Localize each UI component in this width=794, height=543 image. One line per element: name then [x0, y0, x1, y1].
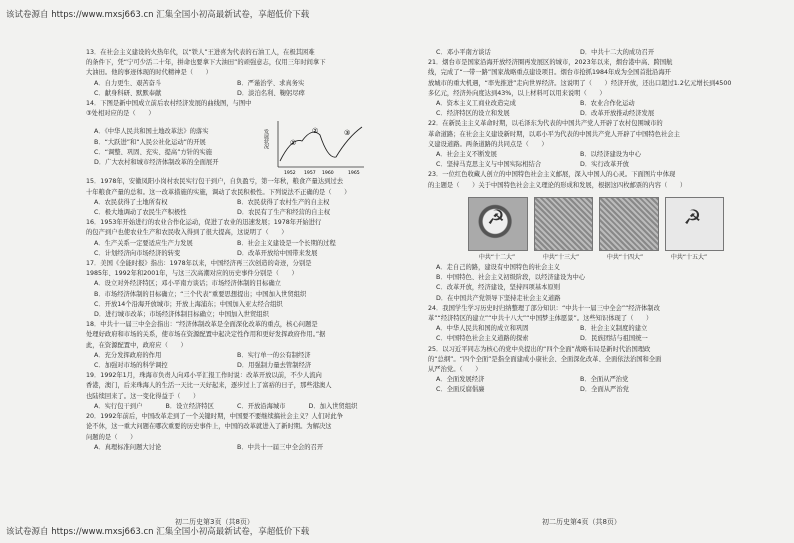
svg-text:②: ②: [312, 127, 319, 136]
question-18: 18．中共十一届三中全会指出：“经济体制改革是全面深化改革的重点，核心问题是 处理好政府和市场的关系，使市场在资源配置中起决定性作用和更好发挥政府作用。”据 此，在资源配置中，政府应（ ） A．充分发挥政府的作用 B．实行单一的公有制经济 C．加强对市场的科学调控 D．用强制力量去管制经济: [86, 321, 326, 370]
question-24: 24．我国学生学习历史时归纳整理了部分知识：“中共十一届三中全会”“经济体制改 革”“经济特区的建立”“中共十八大”“中国梦主体愿景”。这些知识体现了（ ） A．中华人民共和国的成立和巩固 B．社会主义制度的建立 C．中国特色社会主义道路的探索 D．民族团结与祖国统一: [428, 304, 660, 343]
svg-text:①: ①: [290, 139, 297, 148]
chart-ylabel: 发展状况: [263, 129, 269, 150]
question-19: 19．1992年1月，珠海市负责人向邓小平汇报工作时说：改革开放以前，不少人流向 香港，澳门，后来珠海人的生活一天比一天好起来，逐步过上了富裕的日子，那些港澳人 也陆续回来了。这一变化得益于（ ） A．实行包干到户 B．设立经济特区 C．开放沿海城市 D．加入世贸组织: [86, 372, 358, 410]
question-23: 23．一位红色收藏人创立的中国特色社会主义邮展，深入中国人的心灵。下面图片中体现 的主题是（ ）关于中国特色社会主义理论的形成和发展，根据这四枚邮票的内容（ ） ☭ ☭ 中共“十二大” 中共“十三大” 中共“十四大” 中共“十五大” A．走自己的路，建设有中国特色的社会主义 B．中国特色、社会主义初级阶段，以经济建设为中心 C．改革开放，经济建设，坚持四项基本原则 D．在中国共产党领导下坚持走社会主义道路: [428, 170, 724, 303]
stamp-labels: 中共“十二大” 中共“十三大” 中共“十四大” 中共“十五大”: [478, 253, 708, 261]
stamp-row: [468, 197, 724, 251]
question-15: 15．1978年，安徽凤阳小岗村农民实行包干到户，自负盈亏，第一年秋，粮食产量达到过去 十年粮食产量的总和。这一改革措施的实施，调动了农民积极性。下列说法不正确的是（ ） A．农民获得了土地所有权 B．农民获得了农村生产的自主权 C．极大地调动了农民生产积极性 D．农民有了生产和经营的自主权: [86, 178, 351, 217]
curve-chart: [263, 117, 366, 177]
left-column: [86, 48, 380, 453]
right-column: [428, 48, 732, 396]
stamp-image-4: [665, 197, 725, 251]
question-16: 16．1953年开始进行的农业合作化运动，促进了农业的迅速发展；1978年开始进行 的包产到户也使农业生产和农民收入得到了很大提高，这说明了（ ） A．生产关系一定要适应生产力发展 B．社会主义建设是一个长期的过程 C．计划经济向市场经济的转变 D．改革开放给中国带来发展: [86, 219, 336, 257]
stamp-image-1: [468, 197, 528, 251]
question-20: 20．1992年前后，中国改革走到了一个关键时期，中国要不要继续搞社会主义？人们对此争 论不休，这一重大问题在哪次重要的历史事件上，中国的改革就进入了新时期。为解决这 问题的是（ ） A．真理标准问题大讨论 B．中共十一届三中全会的召开: [86, 413, 344, 451]
svg-text:1965: 1965: [348, 171, 360, 177]
svg-text:1957: 1957: [304, 171, 316, 177]
question-21: 21．烟台市是国家沿海开放经济圈再发展区的城市，2023年以来，烟台港中高、跨国航 线，完成了“一带一路”国家战略重点建设项目。烟台市抢抓1984年成为全国首批沿海开 放城市的重大机遇，“率先推进”走向世界经济。这说明了（ ）经济开放，还出口超过1.2亿元增长到4500 多亿元，经济外向度达到43%，以上材料可以用来说明（ ） A．资本主义工商业改造完成 B．农业合作化运动 C．经济特区的设立和发展 D．改革开放推动经济发展: [428, 59, 732, 118]
hammer-sickle-icon: ☭: [487, 204, 505, 229]
page-footer-left: 初二历史第3页（共8页）: [175, 518, 254, 526]
economy-curve-figure: A．《中华人民共和国土地改革法》的落实 B．“大跃进”和“人民公社化运动”的开展 C．“调整、巩固、充实、提高”方针的实施 D．广大农村和城市经济体制改革的全面展开 ① ② ③ 发展状况 1952 1957 1960 1965: [86, 119, 380, 177]
question-14: 14．下图是新中国成立前后农村经济发展的曲线图，与图中 ③处相对应的是（ ） A．《中华人民共和国土地改革法》的落实 B．“大跃进”和“人民公社化运动”的开展 C．“调整、巩固、充实、提高”方针的实施 D．广大农村和城市经济体制改革的全面展开 ① ② ③ 发展状况 1952 1957 1960 1965: [86, 99, 380, 177]
svg-text:1952: 1952: [284, 171, 296, 177]
stamp-image-2: [534, 197, 594, 251]
question-20-continued: C．邓小平南方谈话 D．中共十二大的成功召开: [436, 49, 655, 56]
svg-text:③: ③: [344, 129, 351, 138]
watermark-top: 该试卷源自 https://www.mxsj663.cn 汇集全国小初高最新试卷，享超低价下载: [6, 10, 310, 20]
svg-text:1960: 1960: [322, 171, 334, 177]
question-22: 22．在新民主主义革命时期，以毛泽东为代表的中国共产党人开辟了农村包围城市的 革命道路；在社会主义建设新时期，以邓小平为代表的中国共产党人开辟了中国特色社会主 义建设道路。两条道路的共同点是（ ） A．社会主义不断发展 B．以经济建设为中心 C．坚持马克思主义与中国实际相结合 D．实行改革开放: [428, 120, 680, 169]
hammer-sickle-icon: ☭: [683, 204, 702, 229]
stamp-image-3: [599, 197, 659, 251]
question-13: 13．在社会主义建设的火热年代，以“铁人”王进喜为代表的石油工人，在极其困难 的条件下，凭“宁可少活二十年，拼命也要拿下大油田”的顽强意志，仅用三年时间拿下 大油田。他的事迹体现的时代精神是（ ） A．自力更生、艰苦奋斗 B．严谨治学、求真务实 C．献身科研、默默奉献 D．淡泊名利、鞠躬尽瘁: [86, 49, 326, 97]
watermark-bottom: 该试卷源自 https://www.mxsj663.cn 汇集全国小初高最新试卷，享超低价下载: [6, 527, 310, 537]
question-17: 17．美国《全能时报》指出：1978年以来，中国经济再三次创造的奇迹，分别是 1985年、1992年和2001年，与这三次高潮对应的历史事件分别是（ ） A．设立对外经济特区；邓小平南方谈话；市场经济体制的目标确立 B．市场经济体制的目标确立；“三个代表”重要思想提出；中国加入世贸组织 C．开放14个沿海开放城市；开放上海浦东；中国加入亚太经合组织 D．进行城市改革；市场经济体制目标确立；中国加入世贸组织: [86, 260, 312, 319]
page-footer-right: 初二历史第4页（共8页）: [542, 518, 621, 526]
question-25: 25．以习近平同志为核心的党中央提出的“四个全面”战略布局是新时代治国理政 的“总纲”。“四个全面”是指全面建成小康社会、全面深化改革、全面依法治国和全面 从严治党。（ ） A．全面发展经济 B．全面从严治党 C．全面反腐倡廉 D．全面从严治党: [428, 345, 662, 394]
